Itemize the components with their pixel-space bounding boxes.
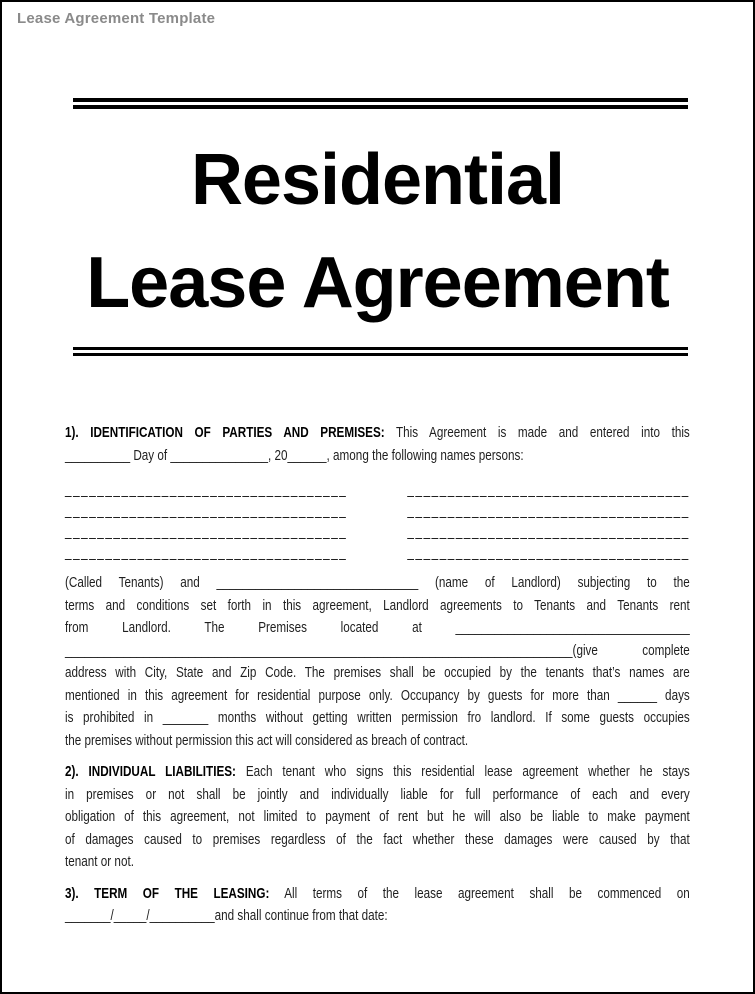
section-identification-of-parties: [65, 422, 690, 467]
paragraph-line: mentioned in this agreement for residential purpose only. Occupancy by guests for more than ______ days: [65, 686, 690, 704]
section-tenants-landlord-clause: [65, 572, 690, 752]
paragraph-line: _______/_____/__________and shall continue from that date:: [65, 907, 388, 924]
blank-fill-line: ___________________________________: [407, 523, 690, 540]
paragraph-line: of damages caused to premises regardless of the fact whether these damages were caused by that: [65, 830, 690, 848]
blank-fill-line: ___________________________________: [65, 544, 348, 561]
blank-row: [65, 500, 690, 521]
blank-fill-line: ___________________________________: [65, 502, 348, 519]
blank-rows: [65, 479, 690, 563]
title-line-1: Residential: [190, 140, 565, 220]
blank-row: [65, 521, 690, 542]
section-individual-liabilities: [65, 761, 690, 874]
top-double-rule: [73, 98, 688, 109]
paragraph-line: (Called Tenants) and _______________________________ (name of Landlord) subjecting to the: [65, 574, 690, 591]
blank-row: [65, 542, 690, 563]
bottom-double-rule: [73, 347, 688, 356]
section-heading: 1). IDENTIFICATION OF PARTIES AND PREMISES:: [65, 424, 385, 441]
blank-fill-line: ___________________________________: [65, 523, 348, 540]
blank-fill-line: ___________________________________: [65, 481, 348, 498]
document: [2, 98, 753, 928]
document-body: [65, 422, 690, 928]
paragraph-line: terms and conditions set forth in this agreement, Landlord agreements to Tenants and Tenants rent: [65, 596, 690, 614]
blank-row: [65, 479, 690, 500]
paragraph-line: obligation of this agreement, not limited to payment of rent but he will also be liable to make payment: [65, 808, 690, 825]
section-heading: 2). INDIVIDUAL LIABILITIES:: [65, 763, 236, 780]
paragraph-line: 3). TERM OF THE LEASING: All terms of the lease agreement shall be commenced on: [65, 884, 690, 902]
title-line-2: Lease Agreement: [86, 243, 669, 323]
paragraph-line: address with City, State and Zip Code. The premises shall be occupied by the tenants that’s names are: [65, 664, 690, 681]
blank-fill-line: ___________________________________: [407, 481, 690, 498]
page-caption: Lease Agreement Template: [17, 10, 216, 27]
document-title: [65, 129, 690, 335]
paragraph-line: tenant or not.: [65, 853, 134, 870]
section-heading: 3). TERM OF THE LEASING:: [65, 884, 270, 902]
paragraph-line: 1). IDENTIFICATION OF PARTIES AND PREMISES: This Agreement is made and entered into this: [65, 424, 690, 441]
paragraph-line: ______________________________________________________________________________(give complete: [65, 641, 690, 659]
section-term-of-the-leasing: [65, 883, 690, 928]
paragraph-line: is prohibited in _______ months without getting written permission fro landlord. If some guests occupies: [65, 709, 690, 726]
paragraph-line: the premises without permission this act will considered as breach of contract.: [65, 731, 469, 749]
blank-fill-line: ___________________________________: [407, 502, 690, 519]
paragraph-line: from Landlord. The Premises located at ____________________________________: [65, 619, 690, 636]
paragraph-line: __________ Day of _______________, 20______, among the following names persons:: [65, 446, 524, 464]
paragraph-line: 2). INDIVIDUAL LIABILITIES: Each tenant who signs this residential lease agreement whether he stays: [65, 763, 690, 780]
blank-fill-line: ___________________________________: [407, 544, 690, 561]
paragraph-line: in premises or not shall be jointly and individually liable for full performance of each and every: [65, 785, 690, 803]
